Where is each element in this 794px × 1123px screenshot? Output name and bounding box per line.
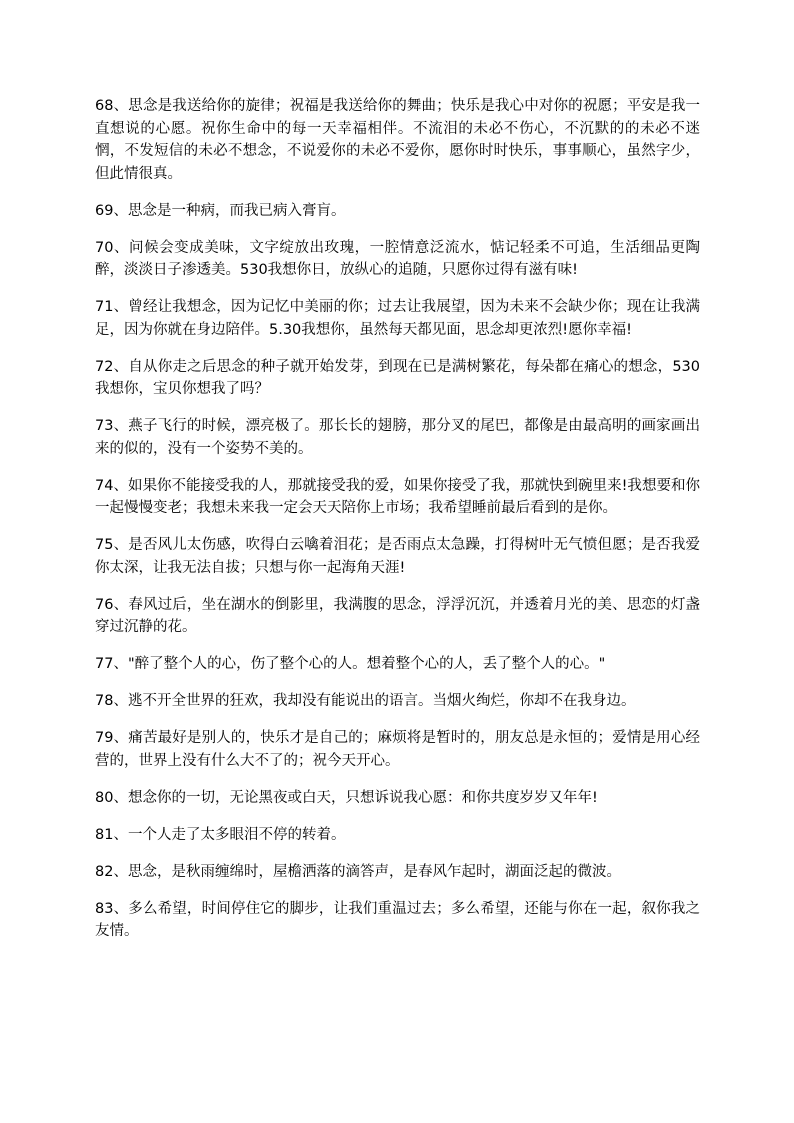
paragraph-69: 69、思念是一种病，而我已病入膏肓。 bbox=[95, 202, 346, 219]
paragraph-77: 77、"醉了整个人的心，伤了整个心的人。想着整个心的人，丢了整个人的心。" bbox=[95, 656, 606, 672]
paragraph-75: 75、是否风儿太伤感，吹得白云噙着泪花；是否雨点太急躁，打得树叶无气愤但愿；是否我爱你太深，让我无法自拔；只想与你一起海角天涯! bbox=[95, 537, 700, 576]
paragraph-68: 68、思念是我送给你的旋律；祝福是我送给你的舞曲；快乐是我心中对你的祝愿；平安是我一直想说的心愿。祝你生命中的每一天幸福相伴。不流泪的未必不伤心，不沉默的的未必不迷惘，不发短信的未必不想念，不说爱你的未必不爱你，愿你时时快乐，事事顺心，虽然字少，但此情很真。 bbox=[95, 98, 700, 182]
paragraph-74: 74、如果你不能接受我的人，那就接受我的爱，如果你接受了我，那就快到碗里来!我想要和你一起慢慢变老；我想未来我一定会天天陪你上市场；我希望睡前最后看到的是你。 bbox=[95, 477, 700, 516]
document-body bbox=[95, 95, 700, 957]
paragraph-76: 76、春风过后，坐在湖水的倒影里，我满腹的思念，浮浮沉沉，并透着月光的美、思恋的灯盏穿过沉静的花。 bbox=[95, 596, 700, 635]
paragraph-78: 78、逃不开全世界的狂欢，我却没有能说出的语言。当烟火绚烂，你却不在我身边。 bbox=[95, 693, 636, 709]
paragraph-71: 71、曾经让我想念，因为记忆中美丽的你；过去让我展望，因为未来不会缺少你；现在让我满足，因为你就在身边陪伴。5.30我想你，虽然每天都见面，思念却更浓烈!愿你幸福! bbox=[95, 299, 700, 338]
paragraph-70: 70、问候会变成美味，文字绽放出玫瑰，一腔情意泛流水，惦记轻柔不可追，生活细品更陶醉，淡淡日子渗透美。530我想你日，放纵心的追随，只愿你过得有滋有味! bbox=[95, 239, 700, 278]
paragraph-73: 73、燕子飞行的时候，漂亮极了。那长长的翅膀，那分叉的尾巴，都像是由最高明的画家画出来的似的，没有一个姿势不美的。 bbox=[95, 418, 700, 457]
paragraph-81: 81、一个人走了太多眼泪不停的转着。 bbox=[95, 826, 346, 843]
paragraph-82: 82、思念，是秋雨缠绵时，屋檐洒落的滴答声，是春风乍起时，湖面泛起的微波。 bbox=[95, 863, 621, 880]
paragraph-83: 83、多么希望，时间停住它的脚步，让我们重温过去；多么希望，还能与你在一起，叙你我之友情。 bbox=[95, 900, 700, 939]
paragraph-79: 79、痛苦最好是别人的，快乐才是自己的；麻烦将是暂时的，朋友总是永恒的；爱情是用心经营的，世界上没有什么大不了的；祝今天开心。 bbox=[95, 730, 700, 769]
paragraph-72: 72、自从你走之后思念的种子就开始发芽，到现在已是满树繁花，每朵都在痛心的想念，530我想你，宝贝你想我了吗？ bbox=[95, 358, 700, 397]
paragraph-80: 80、想念你的一切，无论黑夜或白天，只想诉说我心愿：和你共度岁岁又年年! bbox=[95, 789, 598, 806]
